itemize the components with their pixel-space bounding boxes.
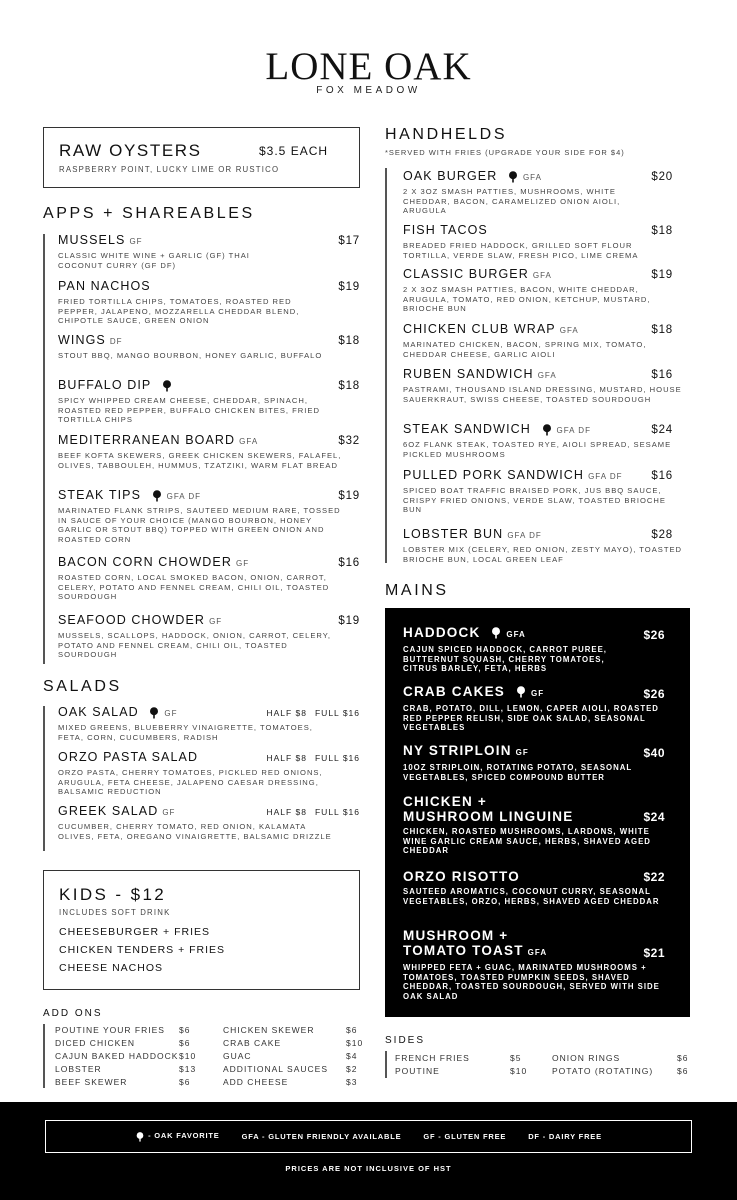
legend-gf: GF - GLUTEN FREE	[423, 1132, 507, 1141]
item-desc: MUSSELS, SCALLOPS, HADDOCK, ONION, CARROT, CELERY, POTATO AND FENNEL CREAM, CHILI OIL, TOASTED SOURDOUGH	[58, 631, 331, 660]
kids-note: INCLUDES SOFT DRINK	[59, 908, 171, 917]
item-tag: GF	[209, 617, 223, 626]
addon-name: ADD CHEESE	[223, 1077, 289, 1087]
raw-oysters-title: RAW OYSTERS	[59, 141, 202, 160]
item-name: CLASSIC BURGER	[403, 267, 529, 281]
oak-tree-icon	[507, 171, 519, 183]
item-desc: STOUT BBQ, MANGO BOURBON, HONEY GARLIC, BUFFALO	[58, 351, 323, 360]
menu-item	[58, 488, 360, 545]
item-desc: 6OZ FLANK STEAK, TOASTED RYE, AIOLI SPREAD, SESAME PICKLED MUSHROOMS	[403, 440, 672, 459]
item-tag: DF	[109, 337, 123, 346]
item-tag: GF	[162, 808, 176, 817]
addon-name: LOBSTER	[55, 1064, 102, 1074]
handheld-item	[403, 468, 673, 515]
item-price: $24	[643, 810, 665, 824]
item-tag: GFA	[527, 948, 548, 957]
item-price: $18	[651, 225, 673, 237]
item-price: $40	[643, 746, 665, 760]
mains-section-title: MAINS	[385, 582, 449, 599]
half-price: HALF $8	[266, 807, 307, 817]
half-price: HALF $8	[266, 708, 307, 718]
item-desc: ORZO PASTA, CHERRY TOMATOES, PICKLED RED ONIONS, ARUGULA, FETA CHEESE, JALAPENO CAESAR DRESSING, BALSAMIC REDUCTION	[58, 768, 323, 797]
item-name: LOBSTER BUN	[403, 527, 504, 541]
item-desc: CUCUMBER, CHERRY TOMATO, RED ONION, KALAMATA OLIVES, FETA, OREGANO VINAIGRETTE, BALSAMIC DRIZZLE	[58, 822, 332, 841]
addon-price: $6	[179, 1077, 191, 1087]
oak-tree-icon	[490, 627, 502, 639]
handheld-item	[403, 322, 673, 359]
oak-tree-icon	[151, 490, 163, 502]
addon-name: GUAC	[223, 1051, 252, 1061]
item-desc: WHIPPED FETA + GUAC, MARINATED MUSHROOMS + TOMATOES, TOASTED PUMPKIN SEEDS, SHAVED CHEDDAR, TOASTED SOURDOUGH, SERVED WITH SIDE OAK SALAD	[403, 963, 660, 1001]
main-item	[403, 794, 665, 856]
item-tag: GF	[235, 559, 250, 568]
item-tag: GFA	[537, 371, 557, 380]
handheld-item	[403, 367, 682, 404]
item-tag: GF	[515, 748, 529, 757]
menu-item	[58, 333, 360, 361]
item-desc: BREADED FRIED HADDOCK, GRILLED SOFT FLOUR TORTILLA, VERDE SLAW, FRESH PICO, LIME CREMA	[403, 241, 639, 260]
item-price: $16	[651, 470, 673, 482]
full-price: FULL $16	[314, 708, 360, 718]
item-name: CRAB CAKES	[403, 684, 506, 699]
item-name: MEDITERRANEAN BOARD	[58, 433, 236, 447]
item-tag: GFA DF	[507, 531, 542, 540]
item-name: NY STRIPLOIN	[403, 743, 512, 758]
item-price: $18	[338, 380, 360, 392]
addon-price: $2	[346, 1064, 358, 1074]
half-price: HALF $8	[266, 753, 307, 763]
oak-tree-icon	[135, 1132, 145, 1142]
side-name: ONION RINGS	[552, 1053, 621, 1063]
addon-name: CHICKEN SKEWER	[223, 1025, 315, 1035]
item-name: HADDOCK	[403, 625, 481, 640]
item-price: $26	[643, 687, 665, 701]
item-price: $32	[338, 435, 360, 447]
item-desc: CHICKEN, ROASTED MUSHROOMS, LARDONS, WHITE WINE GARLIC CREAM SAUCE, HERBS, SHAVED AGED CHEDDAR	[403, 827, 651, 855]
full-price: FULL $16	[314, 807, 360, 817]
item-name: ORZO PASTA SALAD	[58, 750, 199, 764]
item-desc: 10OZ STRIPLOIN, ROTATING POTATO, SEASONAL VEGETABLES, SPICED COMPOUND BUTTER	[403, 763, 633, 782]
addon-price: $13	[179, 1064, 197, 1074]
item-desc: MIXED GREENS, BLUEBERRY VINAIGRETTE, TOMATOES, FETA, CORN, CUCUMBERS, RADISH	[58, 723, 313, 742]
raw-oysters-price: $3.5 EACH	[259, 144, 329, 158]
item-desc: LOBSTER MIX (CELERY, RED ONION, ZESTY MAYO), TOASTED BRIOCHE BUN, LOCAL GREEN LEAF	[403, 545, 683, 564]
side-name: POUTINE	[395, 1066, 440, 1076]
item-tag: GFA	[506, 630, 526, 639]
item-name: PULLED PORK SANDWICH	[403, 468, 585, 482]
item-price: $16	[651, 369, 673, 381]
item-name-line2: TOMATO TOAST	[403, 943, 524, 958]
apps-divider	[43, 234, 45, 664]
side-name: POTATO (ROTATING)	[552, 1066, 654, 1076]
item-tag: GF	[164, 709, 178, 718]
item-name: RUBEN SANDWICH	[403, 367, 534, 381]
handhelds-note: *SERVED WITH FRIES (UPGRADE YOUR SIDE FOR $4)	[385, 148, 625, 157]
addon-price: $10	[346, 1038, 364, 1048]
item-price: $22	[643, 870, 665, 884]
item-desc: CRAB, POTATO, DILL, LEMON, CAPER AIOLI, ROASTED RED PEPPER RELISH, SIDE OAK SALAD, SEASONAL VEGETABLES	[403, 704, 659, 732]
salads-section-title: SALADS	[43, 678, 122, 695]
item-name: OAK BURGER	[403, 169, 498, 183]
main-item	[403, 869, 665, 906]
item-tag: GFA DF	[556, 426, 591, 435]
handhelds-section-title: HANDHELDS	[385, 126, 508, 143]
main-item	[403, 625, 665, 674]
oak-tree-icon	[515, 686, 527, 698]
item-price: $16	[338, 557, 360, 569]
handheld-item	[403, 223, 673, 260]
addon-name: CAJUN BAKED HADDOCK	[55, 1051, 179, 1061]
item-price: $19	[338, 281, 360, 293]
item-tag: GFA	[559, 326, 579, 335]
item-price: $26	[643, 628, 665, 642]
kids-item: CHICKEN TENDERS + FRIES	[59, 944, 226, 956]
item-price: $20	[651, 171, 673, 183]
item-price: $21	[643, 946, 665, 960]
legend-df: DF - DAIRY FREE	[528, 1132, 602, 1141]
item-name: OAK SALAD	[58, 705, 139, 719]
item-tag: GFA	[522, 173, 542, 182]
oak-tree-icon	[541, 424, 553, 436]
addon-price: $6	[179, 1038, 191, 1048]
legend-oak	[135, 1131, 219, 1141]
menu-item	[58, 555, 360, 602]
item-desc: FRIED TORTILLA CHIPS, TOMATOES, ROASTED RED PEPPER, JALAPENO, MOZZARELLA CHEDDAR BLEND, CHIPOTLE SAUCE, GREEN ONION	[58, 297, 300, 326]
item-desc: SPICED BOAT TRAFFIC BRAISED PORK, JUS BBQ SAUCE, CRISPY FRIED ONIONS, VERDE SLAW, TOASTED BRIOCHE BUN	[403, 486, 666, 515]
item-name: CHICKEN +	[403, 794, 487, 809]
item-desc: SAUTEED AROMATICS, COCONUT CURRY, SEASONAL VEGETABLES, ORZO, HERBS, SHAVED AGED CHEDDAR	[403, 887, 660, 906]
raw-oysters-desc: RASPBERRY POINT, LUCKY LIME OR RUSTICO	[59, 165, 280, 174]
item-name-line2: MUSHROOM LINGUINE	[403, 809, 574, 824]
item-name: STEAK SANDWICH	[403, 422, 531, 436]
item-desc: SPICY WHIPPED CREAM CHEESE, CHEDDAR, SPINACH, ROASTED RED PEPPER, BUFFALO CHICKEN BITES, FRIED TORTILLA CHIPS	[58, 396, 320, 425]
menu-item	[58, 433, 360, 470]
item-price: $24	[651, 424, 673, 436]
item-name: MUSHROOM +	[403, 928, 509, 943]
addons-divider	[43, 1024, 45, 1088]
kids-item: CHEESEBURGER + FRIES	[59, 926, 210, 938]
item-tag: GFA	[239, 437, 259, 446]
legend-gfa: GFA - GLUTEN FRIENDLY AVAILABLE	[241, 1132, 402, 1141]
addon-price: $4	[346, 1051, 358, 1061]
addon-name: POUTINE YOUR FRIES	[55, 1025, 165, 1035]
item-name: BUFFALO DIP	[58, 378, 152, 392]
full-price: FULL $16	[314, 753, 360, 763]
menu-item	[58, 279, 360, 326]
item-desc: BEEF KOFTA SKEWERS, GREEK CHICKEN SKEWERS, FALAFEL, OLIVES, TABBOULEH, HUMMUS, TZATZIKI, WARM FLAT BREAD	[58, 451, 342, 470]
sides-divider	[385, 1051, 387, 1078]
kids-item: CHEESE NACHOS	[59, 962, 164, 974]
addon-price: $10	[179, 1051, 197, 1061]
item-price: $18	[338, 335, 360, 347]
salad-item	[58, 750, 360, 797]
oak-tree-icon	[161, 380, 173, 392]
menu-item	[58, 233, 360, 270]
addon-name: CRAB CAKE	[223, 1038, 282, 1048]
menu-item	[58, 613, 360, 660]
item-desc: 2 X 3OZ SMASH PATTIES, BACON, WHITE CHEDDAR, ARUGULA, TOMATO, RED ONION, KETCHUP, MUSTARD, BRIOCHE BUN	[403, 285, 651, 314]
sides-title: SIDES	[385, 1035, 426, 1046]
item-tag: GF	[530, 689, 545, 698]
addon-price: $6	[346, 1025, 358, 1035]
item-name: MUSSELS	[58, 233, 126, 247]
item-name: WINGS	[58, 333, 106, 347]
legend	[45, 1120, 692, 1153]
hst-note: PRICES ARE NOT INCLUSIVE OF HST	[285, 1164, 452, 1173]
menu-item	[58, 378, 360, 425]
addon-price: $6	[179, 1025, 191, 1035]
addon-price: $3	[346, 1077, 358, 1087]
item-price: $18	[651, 324, 673, 336]
item-desc: 2 X 3OZ SMASH PATTIES, MUSHROOMS, WHITE CHEDDAR, BACON, CARAMELIZED ONION AIOLI, ARUGULA	[403, 187, 621, 216]
item-name: SEAFOOD CHOWDER	[58, 613, 206, 627]
main-item	[403, 743, 665, 782]
addon-name: ADDITIONAL SAUCES	[223, 1064, 329, 1074]
salad-item	[58, 804, 360, 841]
handhelds-divider	[385, 168, 387, 563]
item-desc: CLASSIC WHITE WINE + GARLIC (GF) THAI COCONUT CURRY (GF DF)	[58, 251, 250, 270]
footer	[0, 1102, 737, 1200]
restaurant-subtitle: FOX MEADOW	[316, 85, 421, 96]
item-desc: MARINATED FLANK STRIPS, SAUTEED MEDIUM RARE, TOSSED IN SAUCE OF YOUR CHOICE (MANGO BOURBON, HONEY GARLIC OR STOUT BBQ) TOPPED WITH GREEN ONION AND ROASTED CORN	[58, 506, 341, 545]
item-tag: GF	[129, 237, 143, 246]
mains-panel	[385, 608, 690, 1017]
item-name: GREEK SALAD	[58, 804, 159, 818]
handheld-item	[403, 169, 673, 216]
side-price: $10	[510, 1066, 528, 1076]
item-name: ORZO RISOTTO	[403, 869, 520, 884]
kids-title: KIDS - $12	[59, 885, 167, 904]
main-item	[403, 928, 665, 1001]
item-desc: CAJUN SPICED HADDOCK, CARROT PUREE, BUTTERNUT SQUASH, CHERRY TOMATOES, CITRUS BARLEY, FETA, HERBS	[403, 645, 607, 673]
item-tag: GFA	[532, 271, 552, 280]
oak-tree-icon	[148, 707, 160, 719]
item-price: $17	[338, 235, 360, 247]
item-desc: PASTRAMI, THOUSAND ISLAND DRESSING, MUSTARD, HOUSE SAUERKRAUT, SWISS CHEESE, TOASTED SOURDOUGH	[403, 385, 682, 404]
handheld-item	[403, 267, 673, 314]
kids-box	[43, 870, 360, 990]
item-name: BACON CORN CHOWDER	[58, 555, 232, 569]
handheld-item	[403, 527, 683, 564]
item-desc: MARINATED CHICKEN, BACON, SPRING MIX, TOMATO, CHEDDAR CHEESE, GARLIC AIOLI	[403, 340, 647, 359]
main-item	[403, 684, 665, 733]
restaurant-name: LONE OAK	[265, 45, 472, 88]
item-name: PAN NACHOS	[58, 279, 151, 293]
legend-oak-label: - OAK FAVORITE	[148, 1131, 220, 1141]
item-tag: GFA DF	[588, 472, 623, 481]
addon-name: DICED CHICKEN	[55, 1038, 136, 1048]
item-price: $28	[651, 529, 673, 541]
handheld-item	[403, 422, 673, 459]
side-price: $6	[677, 1066, 689, 1076]
item-name: CHICKEN CLUB WRAP	[403, 322, 556, 336]
addons-title: ADD ONS	[43, 1008, 103, 1019]
addon-name: BEEF SKEWER	[55, 1077, 128, 1087]
item-tag: GFA DF	[166, 492, 202, 501]
raw-oysters-box	[43, 127, 360, 188]
side-name: FRENCH FRIES	[395, 1053, 470, 1063]
item-price: $19	[338, 615, 360, 627]
item-name: STEAK TIPS	[58, 488, 142, 502]
item-name: FISH TACOS	[403, 223, 488, 237]
item-price: $19	[651, 269, 673, 281]
item-price: $19	[338, 490, 360, 502]
side-price: $6	[677, 1053, 689, 1063]
salad-item	[58, 705, 360, 742]
side-price: $5	[510, 1053, 522, 1063]
item-desc: ROASTED CORN, LOCAL SMOKED BACON, ONION, CARROT, CELERY, POTATO AND FENNEL CREAM, CHILI OIL, TOASTED SOURDOUGH	[58, 573, 330, 602]
salads-divider	[43, 706, 45, 851]
apps-section-title: APPS + SHAREABLES	[43, 205, 255, 222]
